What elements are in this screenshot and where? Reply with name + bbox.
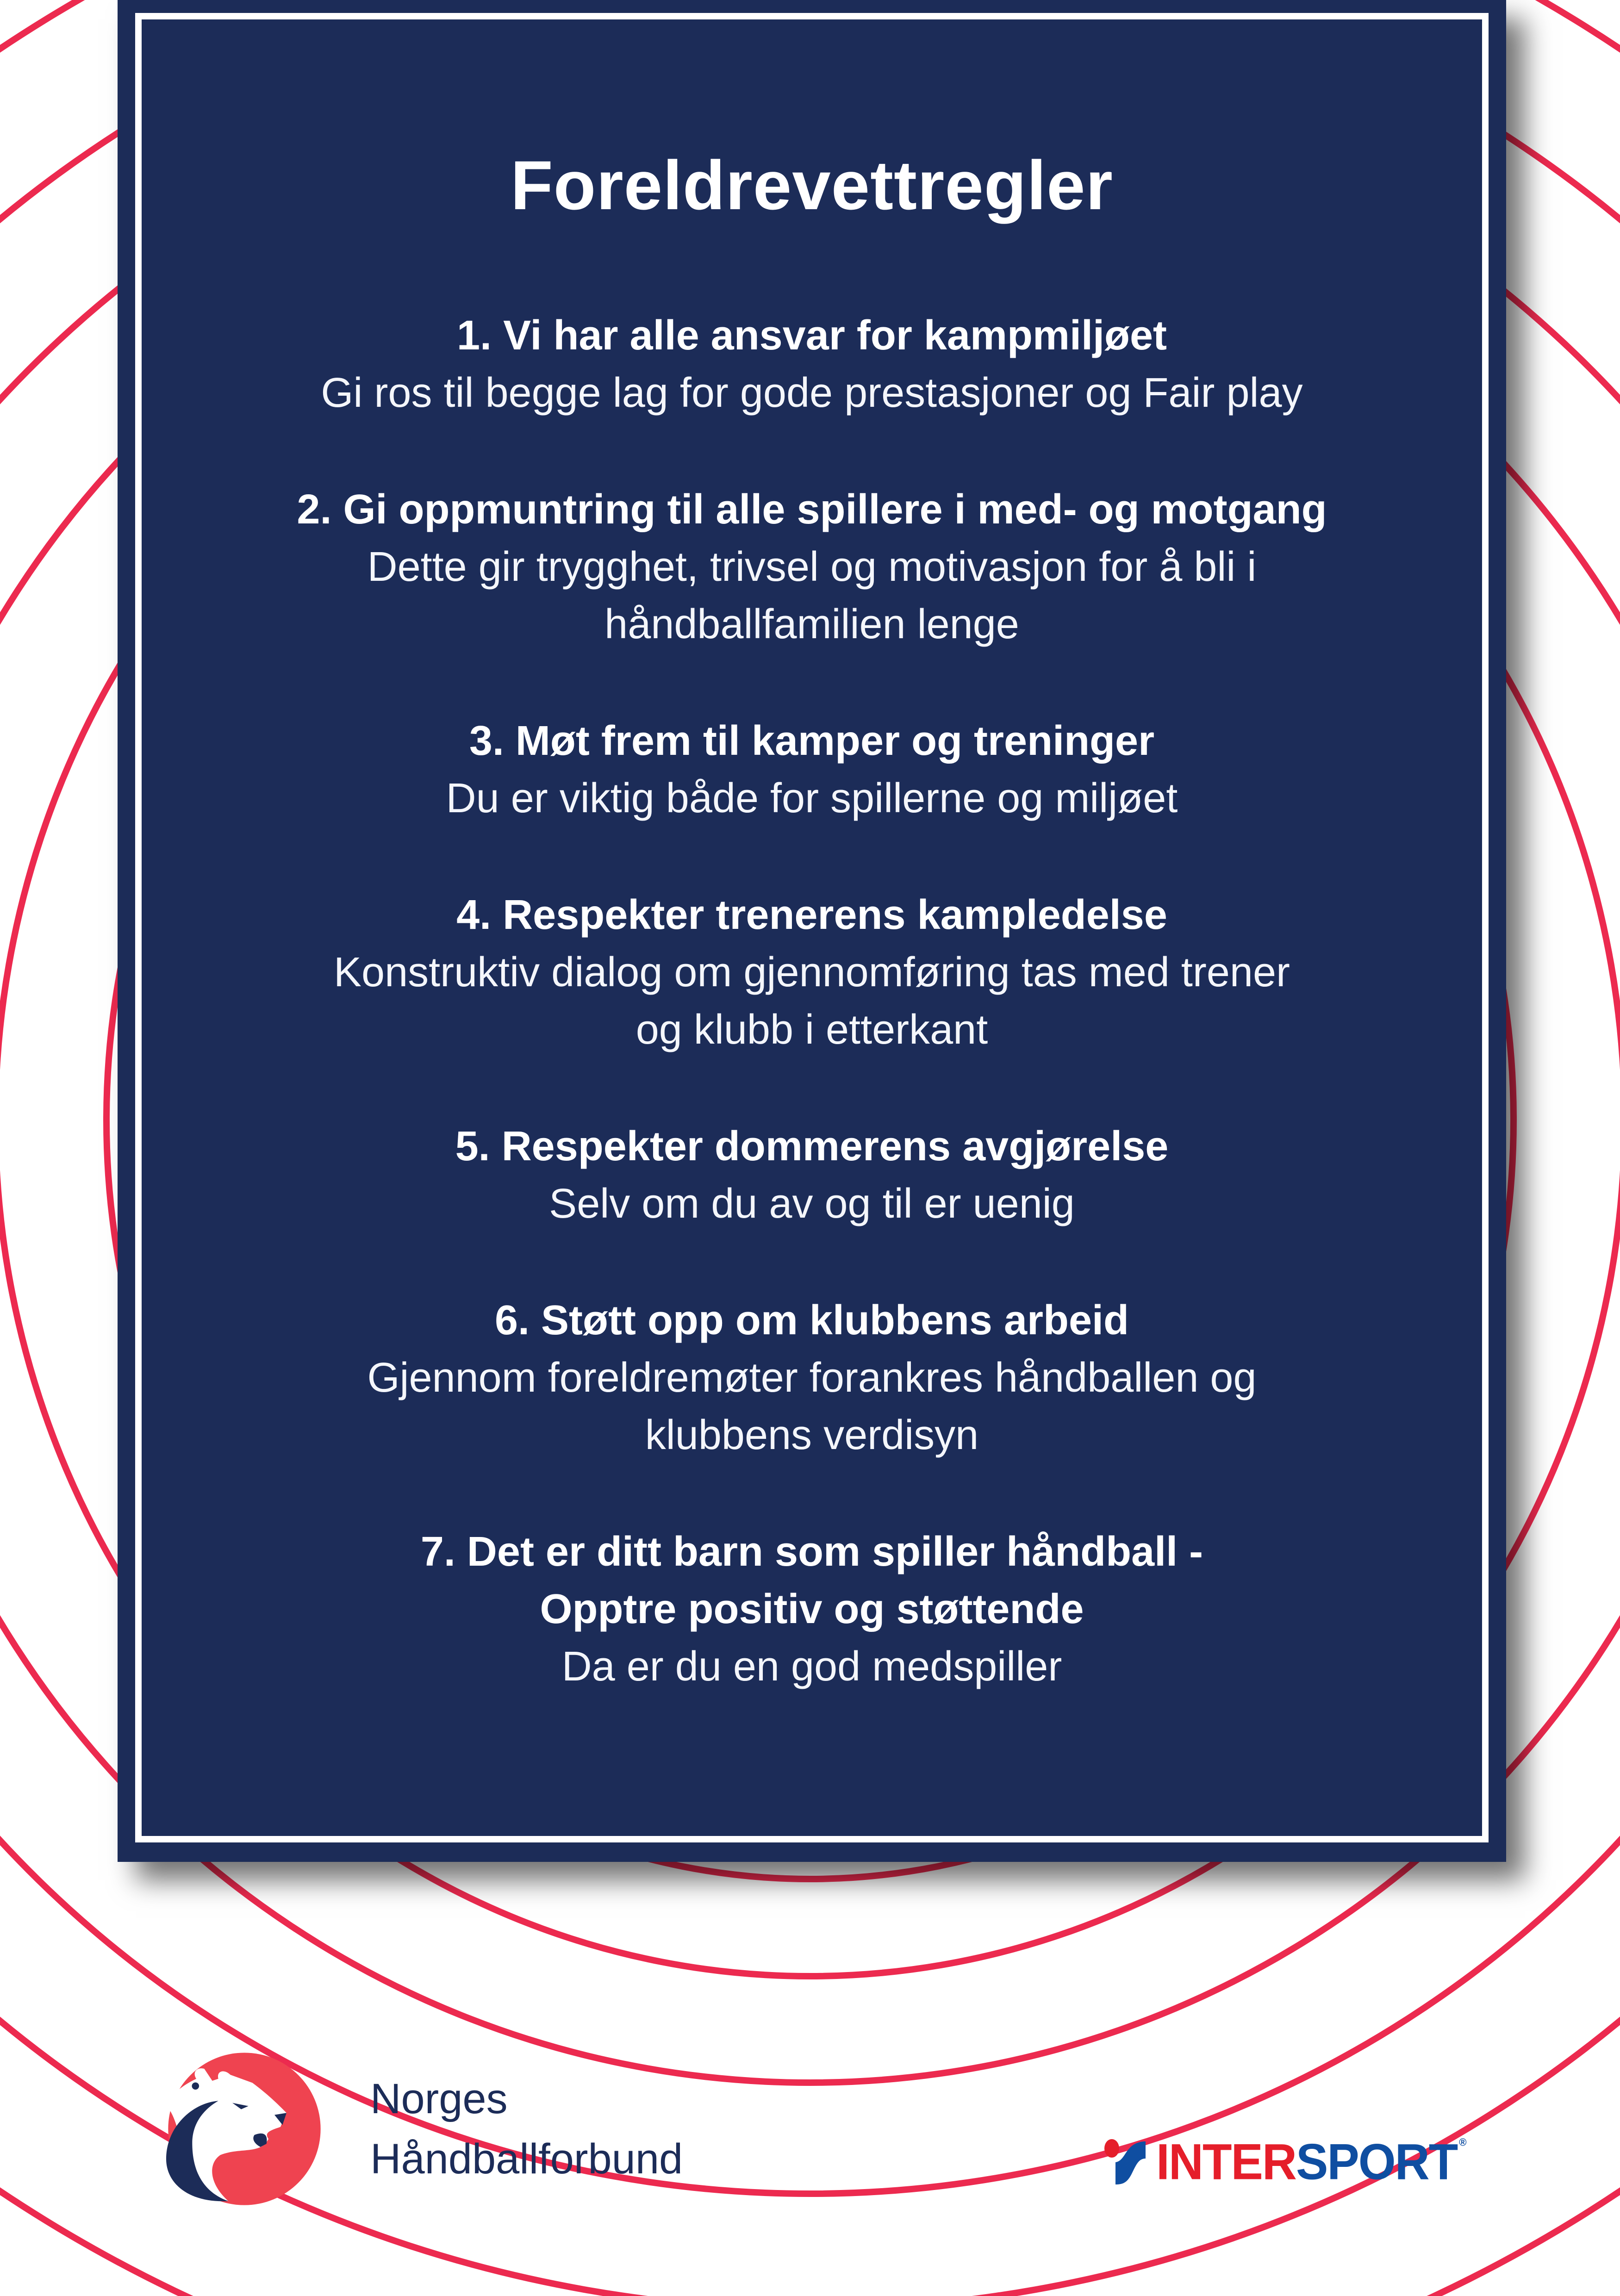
rule-description: Selv om du av og til er uenig [549,1181,1075,1227]
rule-heading: 5. Respekter dommerens avgjørelse [455,1123,1169,1170]
rule-heading: 7. Det er ditt barn som spiller håndball - [420,1529,1203,1575]
rule-description: Gjennom foreldremøter forankres håndballen og [367,1355,1257,1401]
intersport-inter: INTER [1156,2134,1296,2190]
rule-item [141,1118,1483,1232]
nhf-line1: Norges [370,2075,508,2122]
poster-title: Foreldrevettregler [511,146,1113,224]
rule-description: Dette gir trygghet, trivsel og motivasjon for å bli i [367,544,1257,590]
rule-description: Du er viktig både for spillerne og miljøet [446,775,1178,821]
rule-description: Da er du en god medspiller [561,1643,1062,1690]
intersport-brand [1102,2134,1466,2190]
registered-mark: ® [1459,2136,1466,2148]
rule-item [141,481,1483,653]
rule-description: Konstruktiv dialog om gjennomføring tas med trener [334,949,1290,996]
rule-description: håndballfamilien lenge [604,601,1019,647]
rule-description: klubbens verdisyn [645,1412,979,1458]
nhf-line2: Håndballforbund [370,2135,683,2183]
intersport-figure-icon [1102,2139,1153,2185]
rule-heading: 6. Støtt opp om klubbens arbeid [494,1297,1129,1344]
rules-list [141,307,1483,1755]
rule-item [141,1292,1483,1464]
rule-heading: 1. Vi har alle ansvar for kampmiljøet [457,312,1167,359]
intersport-wordmark [1156,2134,1466,2190]
rules-card [118,0,1506,1862]
nhf-brand [148,2036,683,2221]
rule-heading: 2. Gi oppmuntring til alle spillere i med- og motgang [297,486,1327,533]
rule-heading: 3. Møt frem til kamper og treninger [469,718,1155,764]
intersport-sport: SPORT [1296,2134,1458,2190]
rule-heading: 4. Respekter trenerens kampledelse [456,892,1167,938]
rule-item [141,886,1483,1058]
rule-description: Gi ros til begge lag for gode prestasjoner og Fair play [321,370,1303,416]
polar-bear-logo-icon [148,2036,329,2221]
rule-item [141,712,1483,827]
card-content [118,0,1506,1862]
rule-description: og klubb i etterkant [636,1007,988,1053]
rule-item [141,307,1483,422]
nhf-wordmark [370,2069,683,2189]
rule-heading: Opptre positiv og støttende [540,1586,1084,1632]
rule-item [141,1523,1483,1695]
